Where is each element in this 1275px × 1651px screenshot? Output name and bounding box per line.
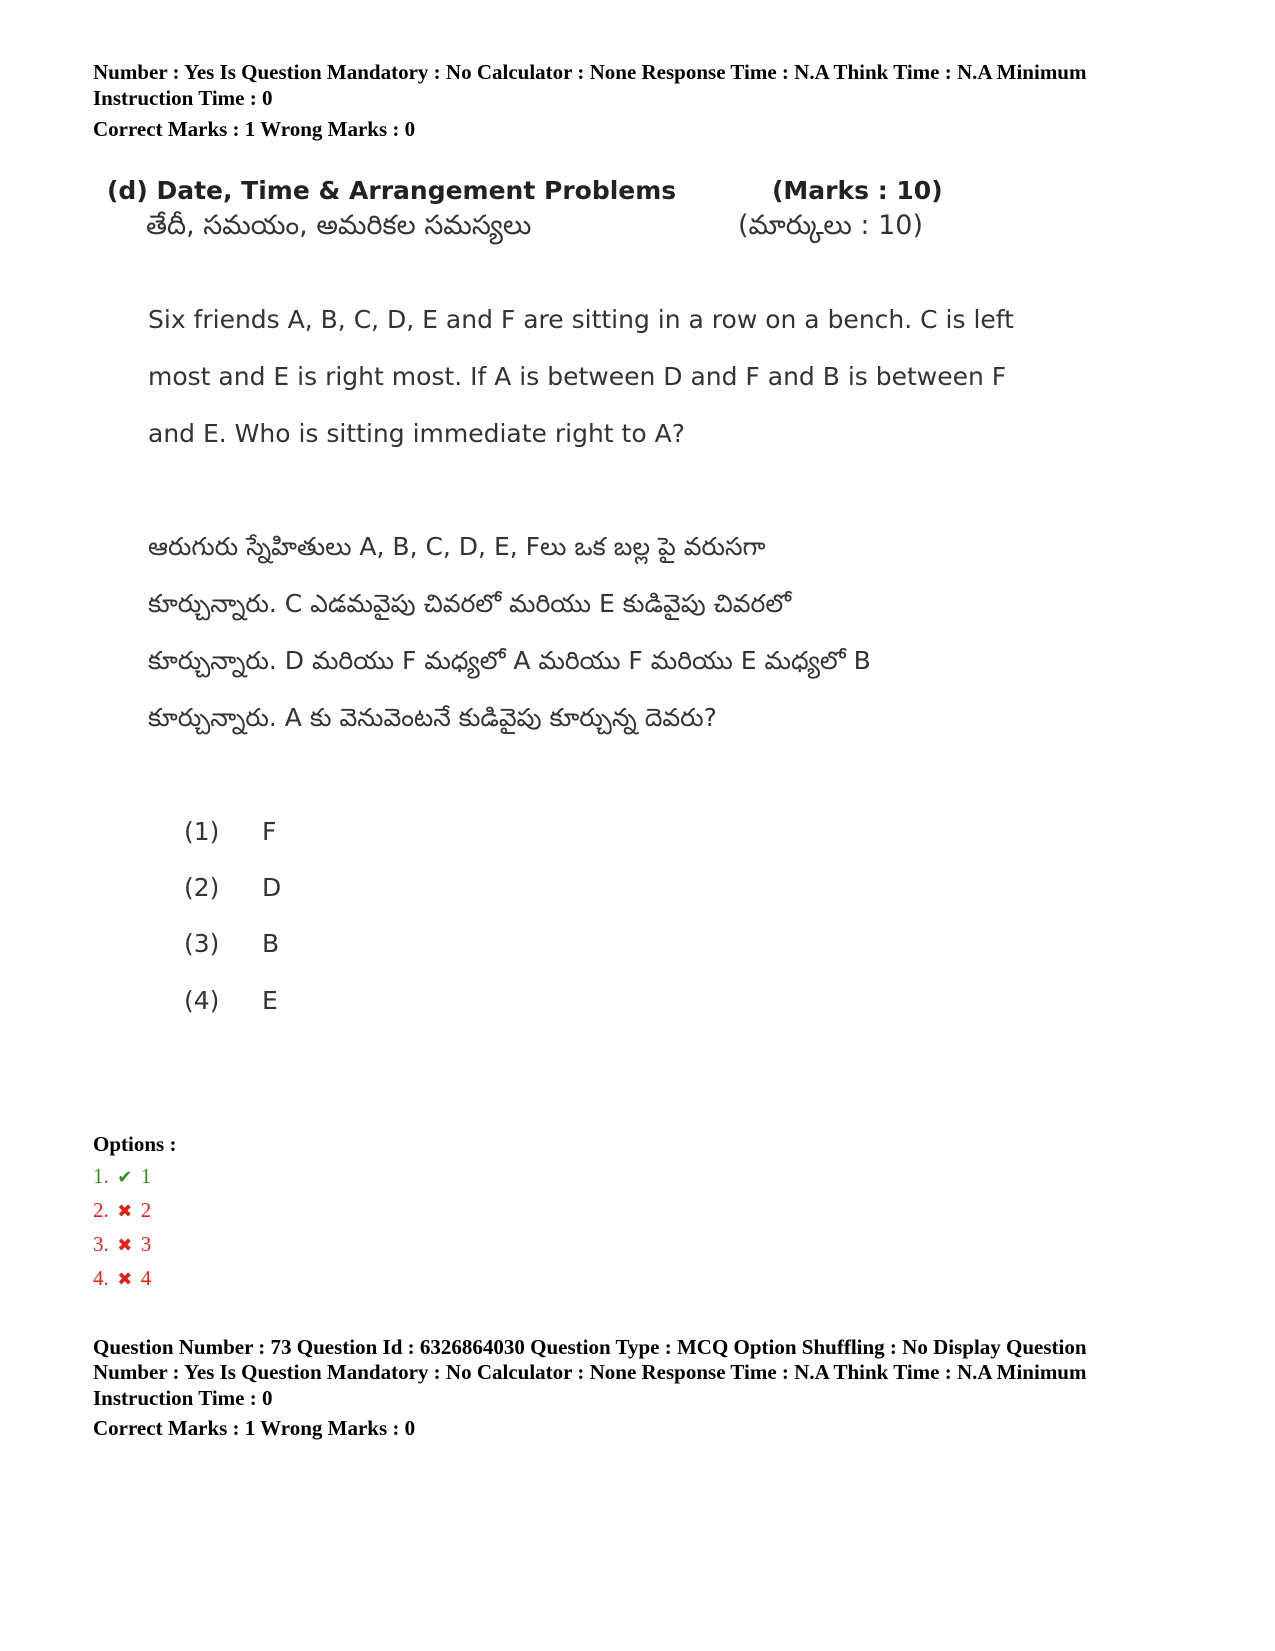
answer-index: 1. [93,1164,109,1188]
question-line: Six friends A, B, C, D, E and F are sitting in a row on a bench. C is left [148,305,1014,334]
answer-index: 2. [93,1198,109,1222]
question-meta-line: Number : Yes Is Question Mandatory : No Calculator : None Response Time : N.A Think Time : N.A Minimum [93,60,1087,84]
choice-text: B [262,929,280,958]
answer-value: 3 [140,1232,152,1256]
cross-icon: ✖ [117,1235,133,1255]
question-text-telugu [148,518,1048,746]
question-line: most and E is right most. If A is between D and F and B is between F [148,362,1007,391]
question-line: కూర్చున్నారు. A కు వెనువెంటనే కుడివైపు కూర్చున్న దెవరు? [148,703,717,732]
answer-index: 4. [93,1266,109,1290]
choice-item [184,817,276,846]
question-line: కూర్చున్నారు. C ఎడమవైపు చివరలో మరియు E కుడివైపు చివరలో [148,589,792,618]
marks-meta-line: Correct Marks : 1 Wrong Marks : 0 [93,1416,416,1440]
answer-option [93,1232,151,1257]
choice-item [184,986,278,1015]
choice-number: (1) [184,817,220,846]
answer-option [93,1164,151,1189]
question-line: కూర్చున్నారు. D మరియు F మధ్యలో A మరియు F మరియు E మధ్యలో B [148,646,871,675]
answer-value: 4 [140,1266,152,1290]
question-line: and E. Who is sitting immediate right to A? [148,419,685,448]
choice-text: F [262,817,277,846]
answer-value: 1 [140,1164,152,1188]
choice-text: D [262,873,282,902]
section-marks-english: (Marks : 10) [772,176,943,205]
check-icon: ✔ [117,1167,133,1187]
answer-value: 2 [140,1198,152,1222]
choice-number: (3) [184,929,220,958]
question-line: ఆరుగురు స్నేహితులు A, B, C, D, E, Fలు ఒక బల్ల పై వరుసగా [148,532,766,561]
section-title-telugu: తేదీ, సమయం, అమరికల సమస్యలు [146,210,532,241]
question-meta-line: Number : Yes Is Question Mandatory : No Calculator : None Response Time : N.A Think Time : N.A Minimum [93,1360,1087,1384]
answer-option [93,1266,151,1291]
cross-icon: ✖ [117,1201,133,1221]
choice-number: (4) [184,986,220,1015]
choice-item [184,873,281,902]
choice-item [184,929,279,958]
question-text-english [148,291,1048,462]
options-label: Options : [93,1132,177,1156]
question-meta-line: Instruction Time : 0 [93,86,273,110]
section-marks-telugu: (మార్కులు : 10) [738,210,923,241]
question-meta-line: Instruction Time : 0 [93,1386,273,1410]
cross-icon: ✖ [117,1269,133,1289]
choice-number: (2) [184,873,220,902]
choice-text: E [262,986,278,1015]
answer-index: 3. [93,1232,109,1256]
answer-option [93,1198,151,1223]
question-meta-line: Question Number : 73 Question Id : 6326864030 Question Type : MCQ Option Shuffling : No Display Question [93,1335,1087,1359]
marks-meta-line: Correct Marks : 1 Wrong Marks : 0 [93,117,416,141]
section-title-english: (d) Date, Time & Arrangement Problems [107,176,677,205]
